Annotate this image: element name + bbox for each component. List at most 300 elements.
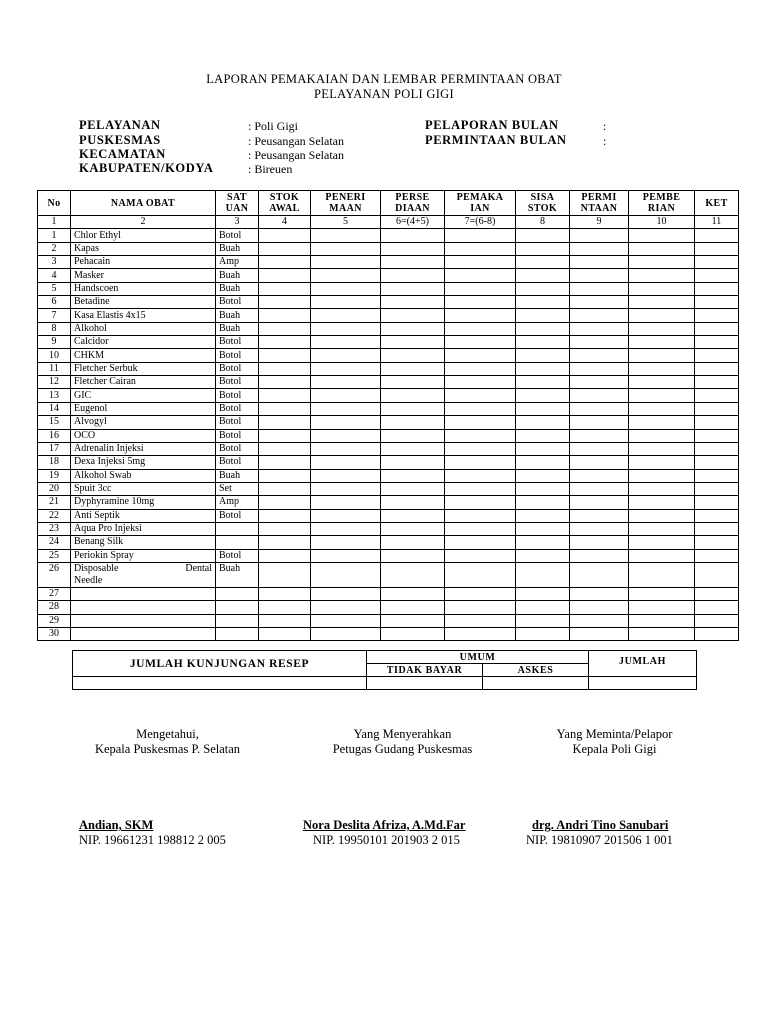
empty-cell (381, 376, 445, 389)
empty-cell (629, 496, 695, 509)
empty-cell (695, 256, 739, 269)
empty-cell (516, 496, 570, 509)
row-number: 5 (38, 282, 71, 295)
table-row (38, 587, 739, 600)
empty-cell (629, 362, 695, 375)
empty-cell (570, 416, 629, 429)
row-number: 9 (38, 336, 71, 349)
jumlah-header: JUMLAH (589, 651, 697, 677)
column-number: 7=(6-8) (445, 216, 516, 229)
empty-cell (259, 496, 311, 509)
empty-cell (259, 627, 311, 640)
permintaan-bulan-value: : (603, 134, 607, 148)
column-number-row (38, 216, 739, 229)
medicine-unit: Buah (216, 242, 259, 255)
empty-cell (516, 587, 570, 600)
empty-cell (695, 509, 739, 522)
column-header (570, 191, 629, 216)
table-row (38, 309, 739, 322)
medicine-unit: Botol (216, 362, 259, 375)
table-row (38, 482, 739, 495)
medicine-name: Anti Septik (71, 509, 216, 522)
empty-cell (259, 349, 311, 362)
medicine-unit: Buah (216, 282, 259, 295)
column-number: 5 (311, 216, 381, 229)
empty-cell (570, 587, 629, 600)
medicine-unit (216, 587, 259, 600)
empty-cell (381, 522, 445, 535)
pelaporan-bulan-label: PELAPORAN BULAN (425, 118, 559, 132)
empty-cell (516, 482, 570, 495)
empty-cell (516, 229, 570, 242)
empty-cell (259, 614, 311, 627)
medicine-name: Alkohol Swab (71, 469, 216, 482)
medicine-name-part: Dental (185, 562, 212, 574)
medicine-name: Chlor Ethyl (71, 229, 216, 242)
table-row (38, 549, 739, 562)
empty-cell (695, 389, 739, 402)
empty-cell (445, 549, 516, 562)
empty-cell (516, 309, 570, 322)
row-number: 20 (38, 482, 71, 495)
table-row (38, 601, 739, 614)
empty-cell (311, 614, 381, 627)
table-row (38, 256, 739, 269)
empty-cell (259, 376, 311, 389)
signature-position: Petugas Gudang Puskesmas (332, 742, 473, 756)
kecamatan-value: : Peusangan Selatan (248, 148, 344, 162)
empty-cell (570, 536, 629, 549)
column-number: 10 (629, 216, 695, 229)
empty-cell (445, 536, 516, 549)
empty-cell (445, 416, 516, 429)
medicine-name: Dyphyramine 10mg (71, 496, 216, 509)
medicine-name (71, 601, 216, 614)
empty-cell (570, 456, 629, 469)
row-number: 3 (38, 256, 71, 269)
column-number: 2 (71, 216, 216, 229)
row-number: 7 (38, 309, 71, 322)
empty-cell (311, 509, 381, 522)
column-header (516, 191, 570, 216)
empty-cell (570, 309, 629, 322)
puskesmas-label: PUSKESMAS (79, 133, 161, 147)
empty-cell (695, 309, 739, 322)
empty-cell (311, 469, 381, 482)
column-header-top: STOK (269, 192, 300, 203)
empty-cell (695, 442, 739, 455)
empty-cell (629, 482, 695, 495)
medicine-name (71, 587, 216, 600)
empty-cell (570, 402, 629, 415)
empty-cell (259, 256, 311, 269)
signature-role: Mengetahui, (136, 727, 199, 741)
empty-cell (516, 349, 570, 362)
row-number: 13 (38, 389, 71, 402)
medicine-unit: Botol (216, 549, 259, 562)
medicine-name: Handscoen (71, 282, 216, 295)
column-number: 3 (216, 216, 259, 229)
medicine-name: OCO (71, 429, 216, 442)
empty-cell (445, 242, 516, 255)
empty-cell (445, 389, 516, 402)
medicine-name: Kapas (71, 242, 216, 255)
empty-cell (695, 562, 739, 587)
empty-cell (570, 469, 629, 482)
empty-cell (381, 242, 445, 255)
empty-cell (311, 587, 381, 600)
table-row (38, 229, 739, 242)
empty-cell (311, 296, 381, 309)
empty-cell (695, 587, 739, 600)
empty-cell (629, 376, 695, 389)
row-number: 10 (38, 349, 71, 362)
row-number: 8 (38, 322, 71, 335)
kabupaten-label: KABUPATEN/KODYA (79, 161, 214, 175)
medicine-unit: Botol (216, 456, 259, 469)
empty-cell (259, 429, 311, 442)
medicine-name: Aqua Pro Injeksi (71, 522, 216, 535)
medicine-name: Fletcher Cairan (71, 376, 216, 389)
column-header-top: PERMI (581, 192, 617, 203)
empty-cell (570, 336, 629, 349)
signature-role: Yang Meminta/Pelapor (556, 727, 673, 741)
empty-cell (570, 429, 629, 442)
medicine-unit: Buah (216, 269, 259, 282)
column-header-bottom: IAN (470, 203, 490, 214)
empty-cell (629, 627, 695, 640)
empty-cell (570, 376, 629, 389)
medicine-name-part: Disposable (74, 562, 119, 574)
medicine-unit: Botol (216, 402, 259, 415)
empty-cell (311, 562, 381, 587)
signature-position: Kepala Puskesmas P. Selatan (94, 742, 241, 756)
empty-cell (445, 336, 516, 349)
row-number: 24 (38, 536, 71, 549)
medicine-name-part: Needle (74, 574, 103, 586)
empty-cell (629, 336, 695, 349)
empty-cell (629, 549, 695, 562)
row-number: 27 (38, 587, 71, 600)
signer-2 (303, 818, 465, 848)
row-number: 6 (38, 296, 71, 309)
tidak-bayar-cell (367, 677, 483, 690)
column-header (71, 191, 216, 216)
empty-cell (695, 614, 739, 627)
empty-cell (695, 416, 739, 429)
column-number: 11 (695, 216, 739, 229)
empty-cell (516, 416, 570, 429)
pelayanan-label: PELAYANAN (79, 118, 161, 132)
empty-cell (381, 614, 445, 627)
empty-cell (381, 362, 445, 375)
empty-cell (381, 482, 445, 495)
empty-cell (570, 496, 629, 509)
empty-cell (259, 282, 311, 295)
empty-cell (381, 627, 445, 640)
empty-cell (695, 522, 739, 535)
empty-cell (381, 442, 445, 455)
empty-cell (695, 322, 739, 335)
table-row (38, 416, 739, 429)
visit-label: JUMLAH KUNJUNGAN RESEP (73, 651, 367, 677)
table-row (38, 496, 739, 509)
empty-cell (516, 442, 570, 455)
empty-cell (311, 536, 381, 549)
empty-cell (381, 269, 445, 282)
column-header (445, 191, 516, 216)
empty-cell (445, 296, 516, 309)
empty-cell (516, 456, 570, 469)
signer-name: Nora Deslita Afriza, A.Md.Far (303, 818, 466, 832)
empty-cell (381, 322, 445, 335)
table-row (38, 322, 739, 335)
empty-cell (311, 242, 381, 255)
column-header-bottom: AWAL (269, 203, 300, 214)
empty-cell (629, 389, 695, 402)
empty-cell (381, 549, 445, 562)
medicine-name (71, 562, 216, 587)
empty-cell (259, 309, 311, 322)
row-number: 18 (38, 456, 71, 469)
empty-cell (381, 469, 445, 482)
medicine-name: Kasa Elastis 4x15 (71, 309, 216, 322)
empty-cell (445, 587, 516, 600)
empty-cell (381, 587, 445, 600)
empty-cell (695, 269, 739, 282)
empty-cell (445, 229, 516, 242)
empty-cell (259, 482, 311, 495)
empty-cell (570, 549, 629, 562)
empty-cell (311, 601, 381, 614)
row-number: 29 (38, 614, 71, 627)
empty-cell (311, 389, 381, 402)
empty-cell (311, 402, 381, 415)
row-number: 14 (38, 402, 71, 415)
column-header-bottom: MAAN (329, 203, 362, 214)
table-row (38, 389, 739, 402)
empty-cell (695, 536, 739, 549)
empty-cell (445, 429, 516, 442)
empty-cell (445, 614, 516, 627)
empty-cell (445, 256, 516, 269)
empty-cell (516, 322, 570, 335)
empty-cell (381, 402, 445, 415)
row-number: 30 (38, 627, 71, 640)
empty-cell (570, 614, 629, 627)
empty-cell (516, 614, 570, 627)
medicine-unit: Buah (216, 562, 259, 587)
visit-total-cell (73, 677, 367, 690)
column-header-top: SISA (530, 192, 555, 203)
empty-cell (445, 362, 516, 375)
empty-cell (445, 522, 516, 535)
umum-header: UMUM (367, 651, 589, 664)
empty-cell (311, 376, 381, 389)
medicine-unit: Buah (216, 309, 259, 322)
empty-cell (381, 456, 445, 469)
empty-cell (516, 242, 570, 255)
signature-role: Yang Menyerahkan (353, 727, 452, 741)
column-header-top: No (47, 197, 61, 209)
column-header-bottom: UAN (225, 203, 249, 214)
empty-cell (311, 282, 381, 295)
empty-cell (695, 469, 739, 482)
table-row (38, 536, 739, 549)
empty-cell (381, 282, 445, 295)
medicine-name: Periokin Spray (71, 549, 216, 562)
medicine-unit: Botol (216, 429, 259, 442)
medicine-unit: Botol (216, 389, 259, 402)
empty-cell (259, 389, 311, 402)
empty-cell (695, 229, 739, 242)
empty-cell (259, 242, 311, 255)
empty-cell (629, 269, 695, 282)
empty-cell (516, 282, 570, 295)
row-number: 17 (38, 442, 71, 455)
empty-cell (381, 429, 445, 442)
empty-cell (516, 389, 570, 402)
askes-header: ASKES (483, 664, 589, 677)
empty-cell (629, 309, 695, 322)
medicine-name: Dexa Injeksi 5mg (71, 456, 216, 469)
empty-cell (445, 442, 516, 455)
signature-block-2 (305, 727, 500, 757)
signer-nip: NIP. 19661231 198812 2 005 (79, 833, 226, 847)
empty-cell (259, 362, 311, 375)
empty-cell (259, 509, 311, 522)
empty-cell (311, 229, 381, 242)
empty-cell (629, 522, 695, 535)
medicine-name: Alkohol (71, 322, 216, 335)
kabupaten-value: : Bireuen (248, 162, 293, 176)
empty-cell (516, 256, 570, 269)
empty-cell (311, 496, 381, 509)
column-header (629, 191, 695, 216)
empty-cell (570, 242, 629, 255)
empty-cell (311, 322, 381, 335)
empty-cell (629, 614, 695, 627)
visit-summary-table (72, 650, 697, 690)
table-row (38, 429, 739, 442)
empty-cell (629, 536, 695, 549)
column-header-top: PEMBE (642, 192, 681, 203)
empty-cell (259, 601, 311, 614)
column-header-bottom: NTAAN (580, 203, 618, 214)
empty-cell (445, 496, 516, 509)
empty-cell (629, 229, 695, 242)
empty-cell (695, 482, 739, 495)
empty-cell (695, 429, 739, 442)
empty-cell (259, 469, 311, 482)
row-number: 19 (38, 469, 71, 482)
empty-cell (311, 269, 381, 282)
medicine-name: Benang Silk (71, 536, 216, 549)
column-header (259, 191, 311, 216)
column-number: 8 (516, 216, 570, 229)
empty-cell (695, 349, 739, 362)
document-title: LAPORAN PEMAKAIAN DAN LEMBAR PERMINTAAN OBAT (206, 72, 562, 86)
medicine-name: GIC (71, 389, 216, 402)
empty-cell (570, 509, 629, 522)
empty-cell (259, 536, 311, 549)
medicine-unit: Botol (216, 416, 259, 429)
empty-cell (570, 322, 629, 335)
table-row (38, 242, 739, 255)
empty-cell (381, 349, 445, 362)
signer-3 (526, 818, 673, 848)
empty-cell (259, 296, 311, 309)
column-number: 4 (259, 216, 311, 229)
column-header (216, 191, 259, 216)
row-number: 2 (38, 242, 71, 255)
medicine-name: Eugenol (71, 402, 216, 415)
column-number: 1 (38, 216, 71, 229)
empty-cell (629, 469, 695, 482)
empty-cell (311, 627, 381, 640)
signature-position: Kepala Poli Gigi (572, 742, 657, 756)
empty-cell (445, 349, 516, 362)
kecamatan-label: KECAMATAN (79, 147, 166, 161)
empty-cell (381, 536, 445, 549)
row-number: 1 (38, 229, 71, 242)
empty-cell (311, 549, 381, 562)
empty-cell (695, 496, 739, 509)
empty-cell (570, 627, 629, 640)
medicine-name: Adrenalin Injeksi (71, 442, 216, 455)
empty-cell (695, 376, 739, 389)
empty-cell (629, 416, 695, 429)
signature-block-1 (75, 727, 260, 757)
medicine-unit: Set (216, 482, 259, 495)
empty-cell (516, 562, 570, 587)
column-number: 6=(4+5) (381, 216, 445, 229)
medicine-unit (216, 614, 259, 627)
empty-cell (629, 442, 695, 455)
empty-cell (570, 562, 629, 587)
empty-cell (570, 442, 629, 455)
medicine-name: Betadine (71, 296, 216, 309)
table-row (38, 296, 739, 309)
empty-cell (259, 269, 311, 282)
medicine-name: Spuit 3cc (71, 482, 216, 495)
row-number: 4 (38, 269, 71, 282)
empty-cell (381, 509, 445, 522)
medicine-name: Calcidor (71, 336, 216, 349)
table-row (38, 456, 739, 469)
column-header (38, 191, 71, 216)
medicine-unit: Amp (216, 256, 259, 269)
empty-cell (516, 601, 570, 614)
empty-cell (381, 296, 445, 309)
empty-cell (259, 549, 311, 562)
medicine-unit: Buah (216, 469, 259, 482)
signature-block-3 (522, 727, 707, 757)
empty-cell (629, 601, 695, 614)
table-row (38, 627, 739, 640)
empty-cell (381, 496, 445, 509)
medicine-unit: Botol (216, 376, 259, 389)
empty-cell (516, 296, 570, 309)
medicine-name (71, 627, 216, 640)
row-number: 11 (38, 362, 71, 375)
empty-cell (629, 509, 695, 522)
empty-cell (445, 282, 516, 295)
empty-cell (259, 416, 311, 429)
empty-cell (381, 601, 445, 614)
table-row (38, 402, 739, 415)
empty-cell (311, 349, 381, 362)
